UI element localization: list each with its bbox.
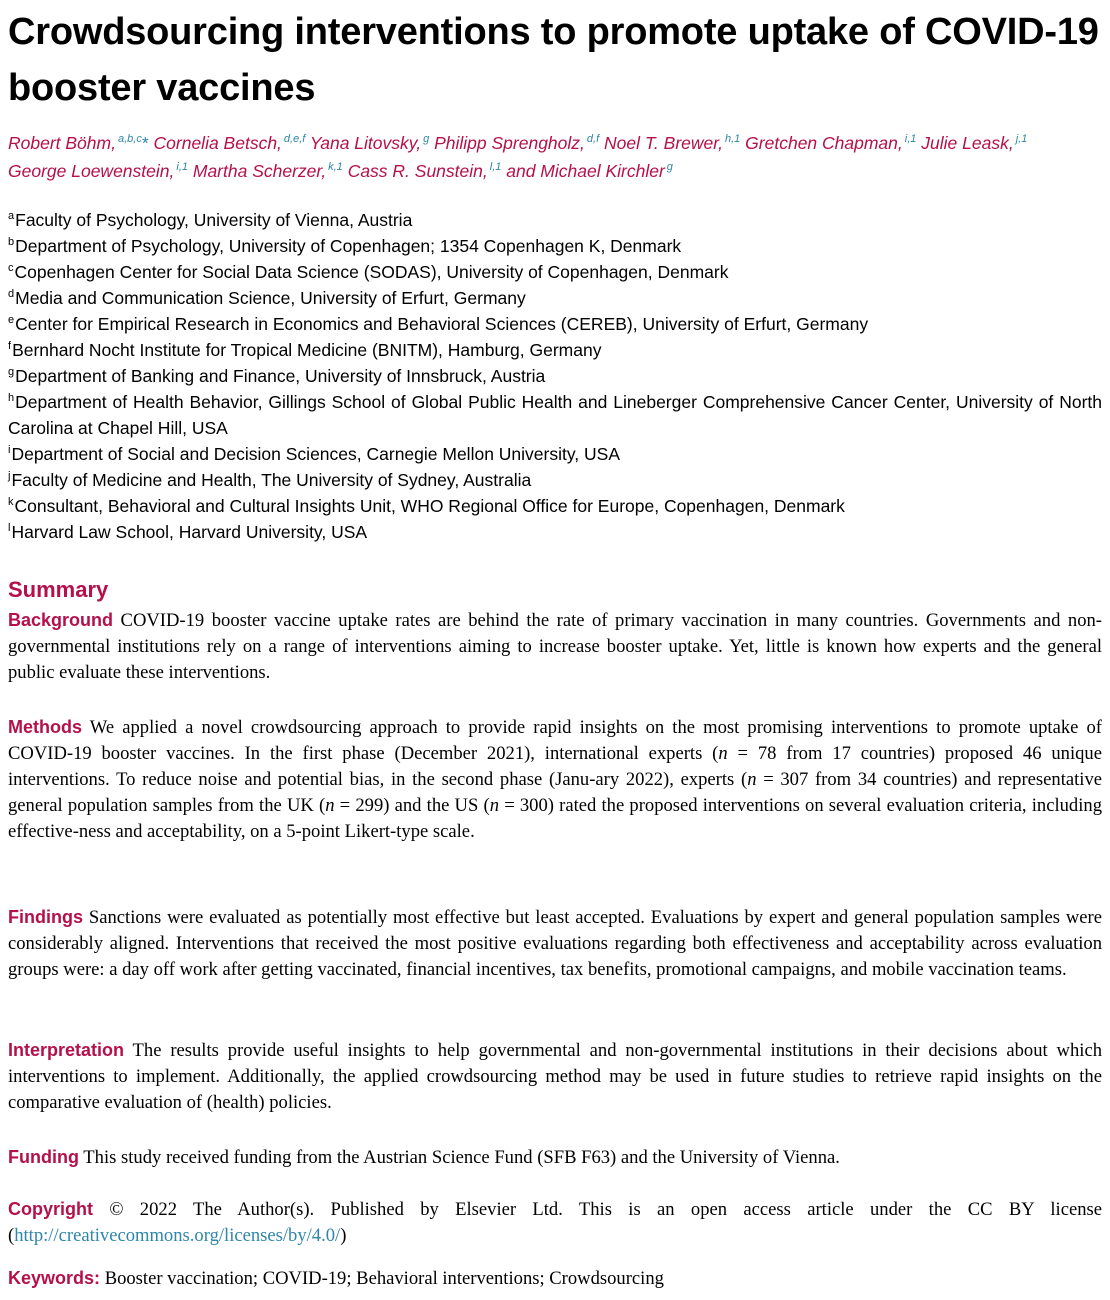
license-link[interactable]: http://creativecommons.org/licenses/by/4.0/ xyxy=(14,1225,341,1246)
copyright-paragraph xyxy=(8,1196,1102,1249)
affiliation-e xyxy=(8,311,1102,337)
author-sup: k,1 xyxy=(328,161,343,173)
affiliation-marker: l xyxy=(8,522,11,534)
background-text: COVID-19 booster vaccine uptake rates are behind the rate of primary vaccination in many countries. Governments and non-governmental institutions rely on a range of interventions aiming to increase booster uptake. Yet, little is known how experts and the general public evaluate these interventions. xyxy=(8,610,1102,683)
affiliation-marker: k xyxy=(8,496,14,508)
author-name: Cass R. Sunstein, xyxy=(347,161,488,181)
affiliation-text: Harvard Law School, Harvard University, USA xyxy=(11,522,368,542)
affiliation-text: Copenhagen Center for Social Data Science (SODAS), University of Copenhagen, Denmark xyxy=(14,262,729,282)
n-symbol: n xyxy=(747,769,757,790)
author-list xyxy=(8,129,1108,185)
background-label: Background xyxy=(8,610,114,630)
methods-text-5: = 300) rated the proposed interventions on several evaluation criteria, including effective-ness and acceptability, on a 5-point Likert-type scale. xyxy=(8,795,1102,842)
affiliation-k xyxy=(8,493,1102,519)
keywords-paragraph xyxy=(8,1265,1102,1292)
copyright-label: Copyright xyxy=(8,1199,93,1219)
affiliation-j xyxy=(8,467,1102,493)
affiliation-marker: j xyxy=(8,470,11,482)
methods-label: Methods xyxy=(8,717,82,737)
author-sup: i,1 xyxy=(904,133,917,145)
copyright-close: ) xyxy=(340,1225,347,1246)
author-name: Julie Leask, xyxy=(921,133,1014,153)
affiliation-text: Faculty of Psychology, University of Vienna, Austria xyxy=(15,210,413,230)
n-symbol: n xyxy=(325,795,335,816)
findings-text: Sanctions were evaluated as potentially most effective but least accepted. Evaluations by expert and general population samples were considerably aligned. Interventions that received the most positive evaluations regarding both effectiveness and acceptability across evaluation groups were: a day off work after getting vaccinated, financial incentives, tax benefits, promotional campaigns, and mobile vaccination teams. xyxy=(8,907,1102,980)
author-scherzer[interactable] xyxy=(193,161,343,181)
affiliation-text: Consultant, Behavioral and Cultural Insights Unit, WHO Regional Office for Europe, Copenhagen, Denmark xyxy=(14,496,845,516)
methods-text-3: = 307 from 34 countries) and representative general population samples from the UK ( xyxy=(8,769,1102,816)
author-name: Robert Böhm, xyxy=(8,133,116,153)
affiliation-marker: c xyxy=(8,262,14,274)
author-line-2 xyxy=(8,157,1108,185)
author-name: George Loewenstein, xyxy=(8,161,175,181)
affiliation-text: Department of Banking and Finance, University of Innsbruck, Austria xyxy=(15,366,546,386)
affiliation-b xyxy=(8,233,1102,259)
article-title: Crowdsourcing interventions to promote uptake of COVID-19 booster vaccines xyxy=(8,11,1099,109)
author-name: Philipp Sprengholz, xyxy=(434,133,585,153)
affiliation-a xyxy=(8,207,1102,233)
affiliation-marker: a xyxy=(8,210,15,222)
author-loewenstein[interactable] xyxy=(8,161,188,181)
affiliation-d xyxy=(8,285,1102,311)
summary-heading: Summary xyxy=(8,577,109,602)
affiliation-text: Department of Psychology, University of Copenhagen; 1354 Copenhagen K, Denmark xyxy=(15,236,682,256)
affiliation-text: Media and Communication Science, University of Erfurt, Germany xyxy=(15,288,526,308)
findings-label: Findings xyxy=(8,907,83,927)
author-bohm[interactable] xyxy=(8,133,149,153)
affiliation-text: Department of Health Behavior, Gillings School of Global Public Health and Lineberger Comprehensive Cancer Center, University of North Carolina at Chapel Hill, USA xyxy=(8,392,1102,438)
author-name: Martha Scherzer, xyxy=(192,161,327,181)
affiliation-f xyxy=(8,337,1102,363)
affiliation-marker: d xyxy=(8,288,15,300)
author-name: Yana Litovsky, xyxy=(309,133,422,153)
author-line-1 xyxy=(8,129,1108,157)
interpretation-paragraph xyxy=(8,1037,1102,1116)
author-kirchler[interactable] xyxy=(506,161,673,181)
corresponding-asterisk: * xyxy=(141,133,149,153)
author-sup: g xyxy=(666,161,673,173)
author-sup: l,1 xyxy=(489,161,502,173)
author-chapman[interactable] xyxy=(745,133,916,153)
author-sup: d,f xyxy=(586,133,600,145)
affiliation-h xyxy=(8,389,1102,441)
author-sprengholz[interactable] xyxy=(434,133,599,153)
author-sup: a,b,c xyxy=(117,133,142,145)
author-sup: j,1 xyxy=(1015,133,1028,145)
affiliation-marker: e xyxy=(8,314,15,326)
interpretation-text: The results provide useful insights to help governmental and non-governmental institutions in their decisions about which interventions to implement. Additionally, the applied crowdsourcing method may be used in future studies to retrieve rapid insights on the comparative evaluation of (health) policies. xyxy=(8,1040,1102,1113)
methods-paragraph xyxy=(8,714,1102,845)
affiliation-text: Bernhard Nocht Institute for Tropical Medicine (BNITM), Hamburg, Germany xyxy=(12,340,602,360)
affiliation-text: Department of Social and Decision Sciences, Carnegie Mellon University, USA xyxy=(11,444,621,464)
funding-label: Funding xyxy=(8,1147,79,1167)
background-paragraph xyxy=(8,607,1102,686)
affiliation-marker: h xyxy=(8,392,15,404)
interpretation-label: Interpretation xyxy=(8,1040,125,1060)
copyright-text: © 2022 The Author(s). Published by Elsevier Ltd. This is an open access article under the CC BY license ( xyxy=(8,1199,1102,1246)
author-sup: d,e,f xyxy=(283,133,306,145)
affiliation-l xyxy=(8,519,1102,545)
author-sup: g xyxy=(423,133,430,145)
author-betsch[interactable] xyxy=(154,133,306,153)
affiliation-marker: g xyxy=(8,366,15,378)
keywords-label: Keywords: xyxy=(8,1268,101,1288)
author-sunstein[interactable] xyxy=(348,161,502,181)
author-brewer[interactable] xyxy=(604,133,740,153)
author-name: Cornelia Betsch, xyxy=(153,133,282,153)
n-symbol: n xyxy=(718,743,728,764)
funding-text: This study received funding from the Austrian Science Fund (SFB F63) and the University of Vienna. xyxy=(83,1147,840,1168)
affiliation-marker: i xyxy=(8,444,11,456)
author-name: and Michael Kirchler xyxy=(506,161,665,181)
methods-text-2: = 78 from 17 countries) proposed 46 unique interventions. To reduce noise and potential bias, in the second phase (Janu-ary 2022), experts ( xyxy=(8,743,1102,790)
author-name: Noel T. Brewer, xyxy=(604,133,723,153)
author-sup: i,1 xyxy=(176,161,188,173)
affiliation-i xyxy=(8,441,1102,467)
affiliation-g xyxy=(8,363,1102,389)
author-name: Gretchen Chapman, xyxy=(745,133,903,153)
funding-paragraph xyxy=(8,1144,1102,1171)
author-sup: h,1 xyxy=(725,133,741,145)
methods-text-1: We applied a novel crowdsourcing approach to provide rapid insights on the most promising interventions to promote uptake of COVID-19 booster vaccines. In the first phase (December 2021), international experts ( xyxy=(8,717,1103,764)
affiliation-marker: f xyxy=(8,340,12,352)
affiliation-text: Center for Empirical Research in Economics and Behavioral Sciences (CEREB), University of Erfurt, Germany xyxy=(15,314,869,334)
affiliation-marker: b xyxy=(8,236,15,248)
keywords-text: Booster vaccination; COVID-19; Behavioral interventions; Crowdsourcing xyxy=(104,1268,664,1289)
methods-text-4: = 299) and the US ( xyxy=(334,795,490,816)
affiliation-text: Faculty of Medicine and Health, The University of Sydney, Australia xyxy=(11,470,532,490)
findings-paragraph xyxy=(8,904,1102,983)
n-symbol: n xyxy=(489,795,500,816)
affiliation-c xyxy=(8,259,1102,285)
author-leask[interactable] xyxy=(921,133,1027,153)
affiliation-list xyxy=(8,207,1102,545)
author-litovsky[interactable] xyxy=(310,133,429,153)
